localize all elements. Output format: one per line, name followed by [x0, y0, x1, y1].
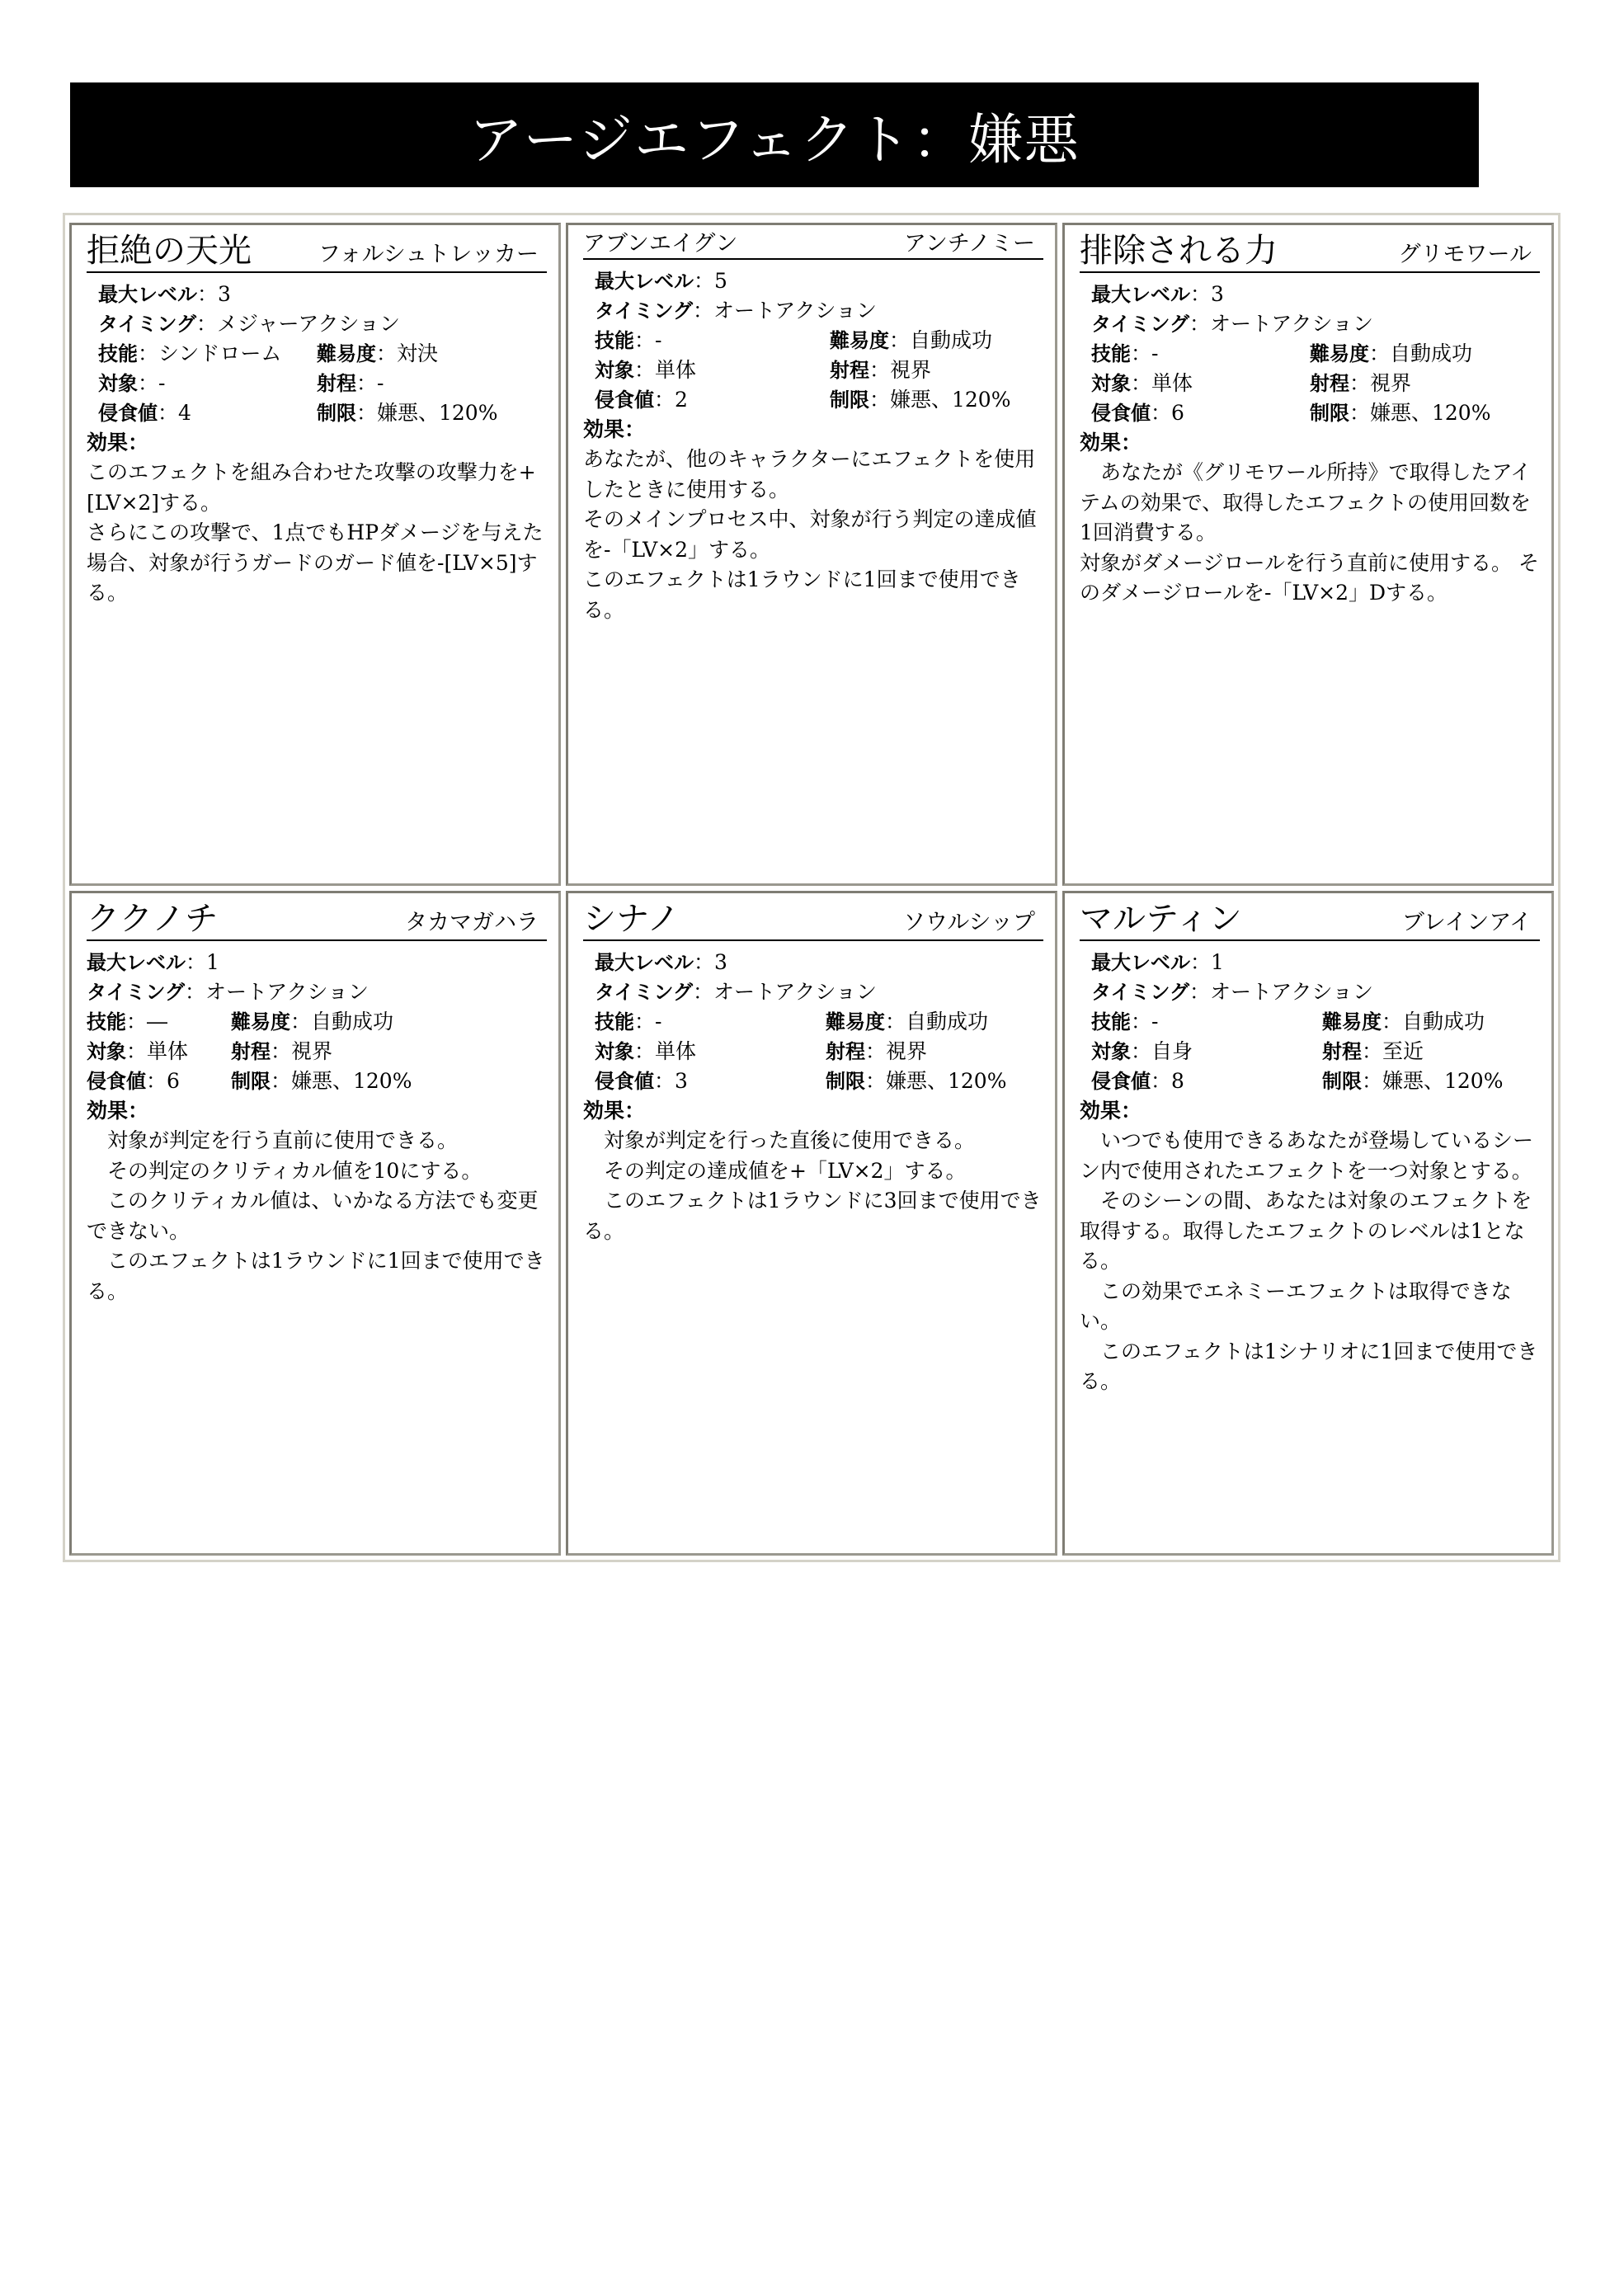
effect-paragraph: このエフェクトは1ラウンドに1回まで使用できる。 [583, 567, 1021, 622]
stat-label: 侵食値 [98, 402, 158, 425]
stat-value: ：嫌悪、120% [865, 1069, 1007, 1093]
effect-text [1080, 458, 1540, 609]
stat-value: ：- [356, 371, 384, 395]
effect-reading: ブレインアイ [1401, 910, 1532, 935]
effect-name: 排除される力 [1080, 232, 1278, 270]
stat-row [87, 1007, 547, 1037]
stat-value: ：2 [654, 388, 688, 412]
stat-row [87, 948, 547, 977]
effect-paragraph: 対象が判定を行った直後に使用できる。 [583, 1128, 976, 1152]
stat-value: ：― [126, 1010, 168, 1033]
stat-row [583, 948, 1043, 977]
stat-value: ：オートアクション [185, 980, 370, 1004]
stat-row [583, 385, 1043, 415]
stat-label: 最大レベル [595, 270, 694, 293]
stat-value: ：- [634, 1010, 662, 1033]
stat-label: 技能 [98, 342, 138, 365]
effect-name: マルティン [1080, 900, 1242, 938]
stat-value: ：視界 [869, 358, 932, 382]
stat-value: ：自動成功 [1369, 341, 1473, 365]
stat-row [1080, 398, 1540, 428]
stat-label: タイミング [1091, 981, 1190, 1004]
stat-value: ：1 [186, 950, 219, 974]
stat-label: 射程 [317, 372, 356, 395]
stat-label: 最大レベル [595, 951, 694, 974]
stat-row [1080, 977, 1540, 1007]
stat-value: ：6 [146, 1069, 180, 1093]
effect-card [566, 223, 1057, 886]
effect-text [1080, 1126, 1540, 1397]
effect-label: 効果： [87, 431, 149, 454]
stat-row [87, 398, 547, 428]
stat-value: ：シンドローム [138, 341, 282, 365]
stat-row [1080, 309, 1540, 339]
stat-label: 技能 [1091, 1010, 1131, 1033]
effect-name: アブンエイグン [583, 231, 738, 257]
stat-value: ：8 [1151, 1069, 1184, 1093]
card-header [87, 898, 547, 941]
stat-label: 制限 [317, 402, 356, 425]
stat-row [87, 369, 547, 398]
stat-label: 難易度 [830, 329, 889, 352]
effect-paragraph: 対象がダメージロールを行う直前に使用する。 そのダメージロールを-「LV×2」Dする。 [1080, 550, 1539, 605]
stat-value: ：視界 [1349, 371, 1412, 395]
stat-label: 射程 [231, 1040, 271, 1063]
stat-label: 対象 [1091, 372, 1131, 395]
stat-value: ：3 [694, 950, 727, 974]
stat-label: 侵食値 [595, 1070, 654, 1093]
effect-reading: グリモワール [1398, 242, 1532, 267]
stat-row [1080, 339, 1540, 369]
effect-card [566, 891, 1057, 1556]
effect-paragraph: そのメインプロセス中、対象が行う判定の達成値を-「LV×2」する。 [583, 507, 1037, 562]
stat-label: 最大レベル [1091, 283, 1190, 306]
effect-label: 効果： [1080, 431, 1142, 454]
stat-value: ：嫌悪、120% [869, 388, 1011, 412]
stat-value: ：嫌悪、120% [271, 1069, 412, 1093]
stat-value: ：視界 [271, 1039, 333, 1063]
stat-value: ：- [1131, 1010, 1159, 1033]
stat-value: ：オートアクション [1189, 980, 1374, 1004]
effect-text [87, 1126, 547, 1307]
stat-label: 侵食値 [1091, 1070, 1151, 1093]
stat-value: ：自動成功 [290, 1010, 394, 1033]
card-header [87, 230, 547, 273]
stat-value: ：単体 [1131, 371, 1193, 395]
stat-row [583, 296, 1043, 326]
stat-value: ：自身 [1131, 1039, 1193, 1063]
effect-card [69, 223, 561, 886]
stat-label: 難易度 [1310, 342, 1369, 365]
stat-value: ：3 [1190, 282, 1224, 306]
stat-label: 最大レベル [1091, 951, 1190, 974]
effect-label: 効果： [1080, 1099, 1142, 1123]
effect-name: 拒絶の天光 [87, 232, 252, 270]
stat-label: 難易度 [231, 1010, 290, 1033]
card-header [583, 898, 1043, 941]
effect-paragraph: このエフェクトは1シナリオに1回まで使用できる。 [1080, 1339, 1538, 1393]
stat-row [1080, 1037, 1540, 1066]
effect-reading: タカマガハラ [405, 910, 539, 935]
stat-value: ：単体 [126, 1039, 189, 1063]
stat-label: 対象 [595, 1040, 634, 1063]
stat-label: タイミング [1091, 313, 1190, 336]
stat-label: 難易度 [317, 342, 376, 365]
stat-label: 技能 [87, 1010, 126, 1033]
stat-value: ：単体 [634, 1039, 697, 1063]
stat-value: ：5 [694, 269, 727, 293]
card-header [583, 230, 1043, 260]
stat-label: 制限 [830, 388, 869, 412]
stat-label: 侵食値 [87, 1070, 146, 1093]
stat-label: 射程 [1322, 1040, 1362, 1063]
stat-label: タイミング [595, 981, 694, 1004]
stat-label: 射程 [1310, 372, 1349, 395]
stat-row [583, 326, 1043, 355]
effect-text [87, 458, 547, 609]
stat-value: ：自動成功 [1382, 1010, 1485, 1033]
effect-paragraph: このエフェクトを組み合わせた攻撃の攻撃力を+[LV×2]する。 [87, 460, 536, 515]
stat-row [583, 1037, 1043, 1066]
stat-value: ：視界 [865, 1039, 928, 1063]
stat-label: 対象 [87, 1040, 126, 1063]
effect-paragraph: 対象が判定を行う直前に使用できる。 [87, 1128, 459, 1152]
stat-row [87, 339, 547, 369]
stat-label: 侵食値 [1091, 402, 1151, 425]
stat-row [583, 1066, 1043, 1096]
stat-label: 最大レベル [87, 951, 186, 974]
stat-value: ：1 [1190, 950, 1224, 974]
effect-name: シナノ [583, 900, 680, 938]
stat-label: タイミング [87, 981, 186, 1004]
stat-label: タイミング [98, 313, 197, 336]
stat-label: 制限 [1322, 1070, 1362, 1093]
effect-card [69, 891, 561, 1556]
stat-value: ：- [634, 328, 662, 352]
stat-value: ：対決 [376, 341, 439, 365]
stat-value: ：至近 [1362, 1039, 1424, 1063]
effect-label: 効果： [87, 1099, 149, 1123]
stat-label: 射程 [830, 359, 869, 382]
stat-value: ：自動成功 [889, 328, 993, 352]
page-title: アージエフェクト：嫌悪 [70, 82, 1479, 187]
stat-value: ：3 [197, 282, 231, 306]
stat-label: 技能 [1091, 342, 1131, 365]
effect-label: 効果： [583, 417, 646, 441]
stat-row [87, 1037, 547, 1066]
stat-value: ：メジャーアクション [196, 312, 401, 336]
stat-value: ：3 [654, 1069, 688, 1093]
stat-label: 制限 [1310, 402, 1349, 425]
stat-label: 制限 [231, 1070, 271, 1093]
stat-row [87, 309, 547, 339]
stat-value: ：オートアクション [693, 299, 878, 323]
stat-value: ：4 [158, 401, 191, 425]
stat-row [583, 355, 1043, 385]
stat-label: 最大レベル [98, 283, 197, 306]
stat-label: 難易度 [826, 1010, 885, 1033]
effect-card [1062, 891, 1554, 1556]
stat-row [87, 977, 547, 1007]
effect-paragraph: さらにこの攻撃で、1点でもHPダメージを与えた場合、対象が行うガードのガード値を-[LV×5]する。 [87, 520, 544, 605]
stat-label: 技能 [595, 1010, 634, 1033]
stat-label: 対象 [1091, 1040, 1131, 1063]
stat-row [87, 280, 547, 309]
stat-row [1080, 1007, 1540, 1037]
stat-label: 制限 [826, 1070, 865, 1093]
stat-value: ：オートアクション [693, 980, 878, 1004]
effect-label: 効果： [583, 1099, 646, 1123]
stat-value: ：- [1131, 341, 1159, 365]
effect-reading: アンチノミー [903, 231, 1035, 257]
stat-label: 対象 [98, 372, 138, 395]
stat-row [1080, 369, 1540, 398]
stat-value: ：嫌悪、120% [1362, 1069, 1504, 1093]
stat-row [87, 1066, 547, 1096]
stat-label: タイミング [595, 299, 694, 323]
stat-value: ：嫌悪、120% [1349, 401, 1491, 425]
stat-row [1080, 1066, 1540, 1096]
stat-value: ：- [138, 371, 166, 395]
stat-row [583, 266, 1043, 296]
stat-label: 対象 [595, 359, 634, 382]
effect-paragraph: この効果でエネミーエフェクトは取得できない。 [1080, 1278, 1512, 1333]
card-header [1080, 230, 1540, 273]
stat-row [1080, 948, 1540, 977]
effect-card [1062, 223, 1554, 886]
stat-label: 侵食値 [595, 388, 654, 412]
stat-label: 技能 [595, 329, 634, 352]
effect-reading: フォルシュトレッカー [318, 242, 539, 267]
effect-paragraph: このクリティカル値は、いかなる方法でも変更できない。 [87, 1189, 539, 1243]
stat-value: ：自動成功 [885, 1010, 989, 1033]
card-header [1080, 898, 1540, 941]
stat-row [583, 1007, 1043, 1037]
effect-paragraph: そのシーンの間、あなたは対象のエフェクトを取得する。取得したエフェクトのレベルは1となる。 [1080, 1189, 1532, 1273]
stat-value: ：嫌悪、120% [356, 401, 498, 425]
stat-label: 難易度 [1322, 1010, 1382, 1033]
stat-value: ：オートアクション [1189, 312, 1374, 336]
stat-value: ：6 [1151, 401, 1184, 425]
effect-paragraph: あなたが《グリモワール所持》で取得したアイテムの効果で、取得したエフェクトの使用回数を1回消費する。 [1080, 460, 1532, 544]
effect-paragraph: あなたが、他のキャラクターにエフェクトを使用したときに使用する。 [583, 447, 1036, 501]
stat-row [1080, 280, 1540, 309]
stat-value: ：単体 [634, 358, 697, 382]
effect-name: ククノチ [87, 900, 219, 938]
effect-paragraph: その判定のクリティカル値を10にする。 [87, 1158, 482, 1183]
effect-paragraph: このエフェクトは1ラウンドに1回まで使用できる。 [87, 1249, 545, 1303]
effect-text [583, 1126, 1043, 1246]
effect-paragraph: いつでも使用できるあなたが登場しているシーン内で使用されたエフェクトを一つ対象とする。 [1080, 1128, 1534, 1183]
effect-paragraph: このエフェクトは1ラウンドに3回まで使用できる。 [583, 1189, 1042, 1243]
effect-paragraph: その判定の達成値を+「LV×2」する。 [583, 1158, 967, 1183]
stat-row [583, 977, 1043, 1007]
effect-reading: ソウルシップ [903, 910, 1035, 935]
stat-label: 射程 [826, 1040, 865, 1063]
effect-text [583, 445, 1043, 625]
